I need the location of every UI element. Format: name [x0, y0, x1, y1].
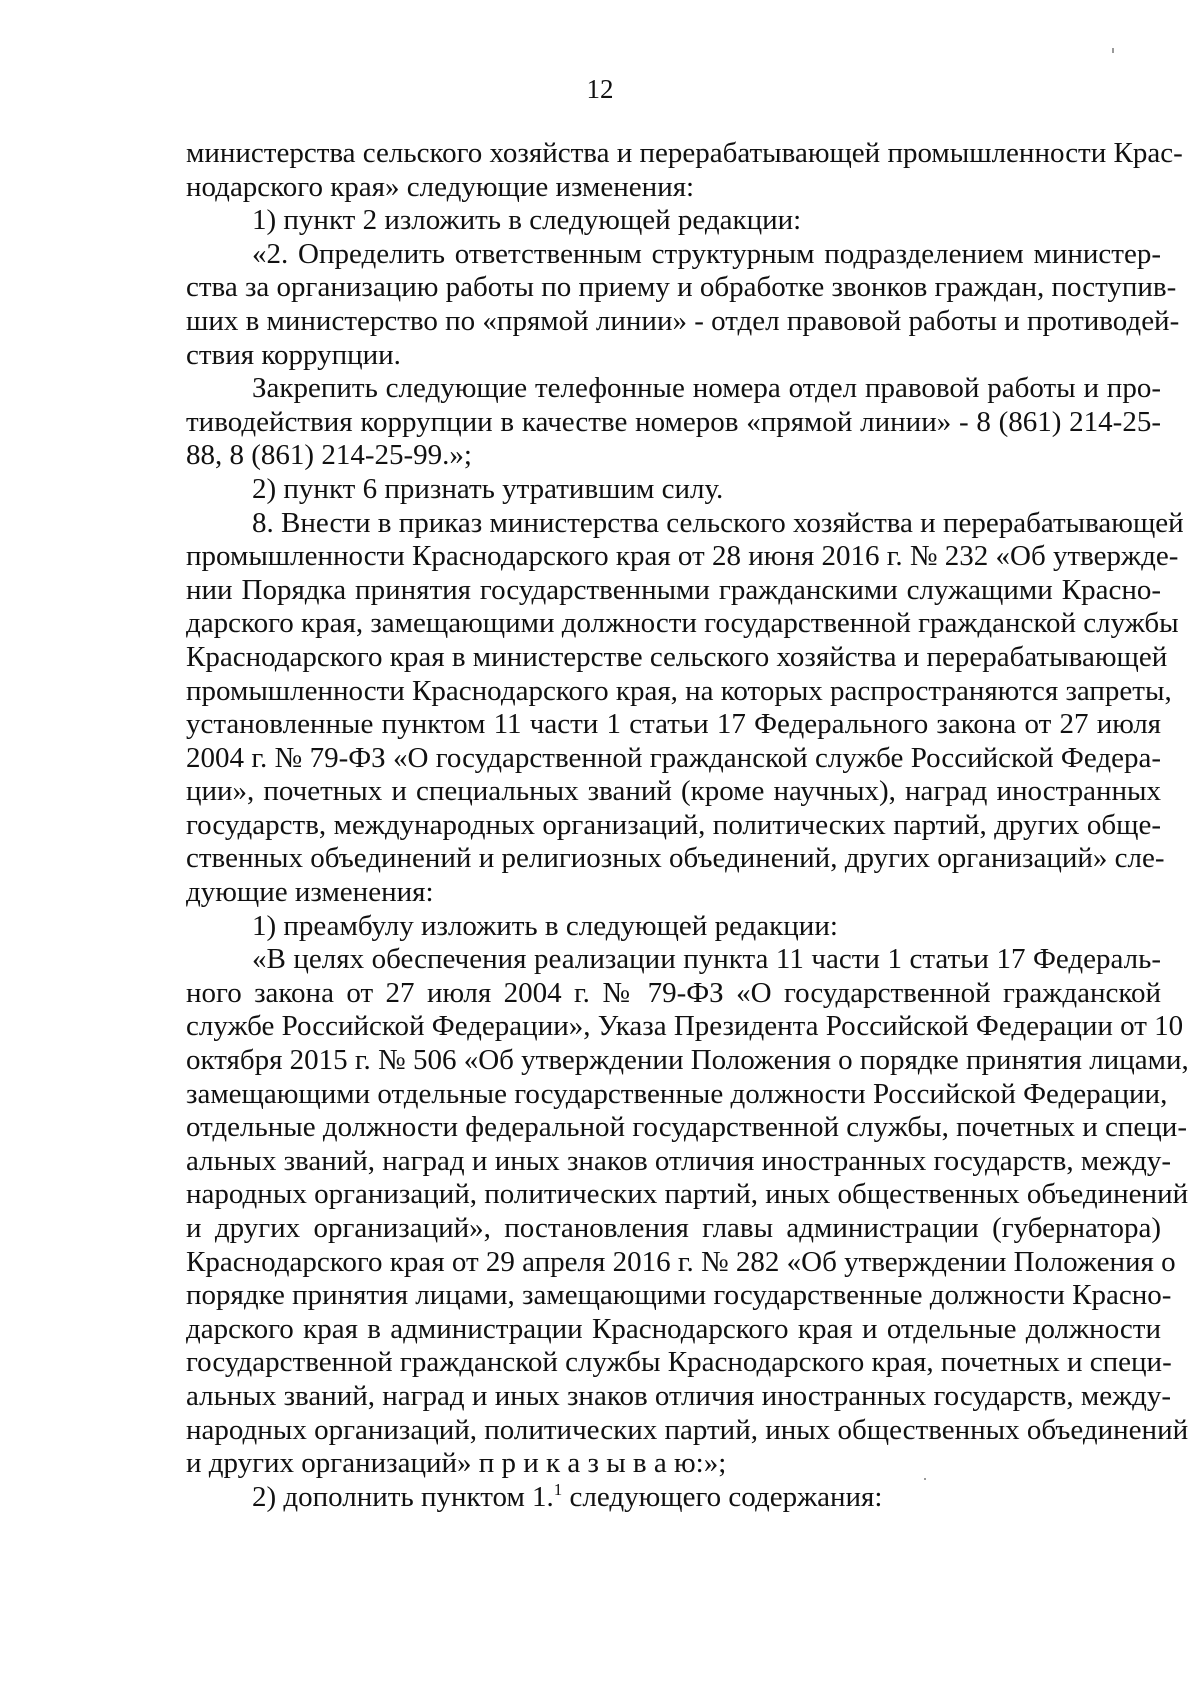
text-line: ного закона от 27 июля 2004 г. № 79-ФЗ «О государственной гражданской [186, 976, 1161, 1009]
text-line: отдельные должности федеральной государственной службы, почетных и специ- [186, 1111, 1187, 1144]
text-line: ствия коррупции. [186, 338, 401, 371]
text-line: 1) пункт 2 изложить в следующей редакции: [252, 204, 802, 237]
text-line: и других организаций» п р и к а з ы в а ю:»; [186, 1447, 727, 1480]
text-line: тиводействия коррупции в качестве номеров «прямой линии» - 8 (861) 214-25- [186, 405, 1161, 438]
text-line: народных организаций, политических партий, иных общественных объединений [186, 1413, 1189, 1446]
scan-speck [1112, 48, 1114, 53]
text-line: государств, международных организаций, политических партий, других обще- [186, 808, 1161, 841]
text-line: установленные пунктом 11 части 1 статьи 17 Федерального закона от 27 июля [186, 708, 1161, 741]
text-line: ции», почетных и специальных званий (кроме научных), наград иностранных [186, 775, 1161, 808]
document-body [186, 137, 1189, 1514]
text-line: альных званий, наград и иных знаков отличия иностранных государств, между- [186, 1379, 1172, 1412]
text-line: промышленности Краснодарского края от 28 июня 2016 г. № 232 «Об утвержде- [186, 540, 1179, 573]
text-line: Краснодарского края в министерстве сельского хозяйства и перерабатывающей [186, 640, 1168, 673]
superscript: 1 [553, 1479, 563, 1499]
text-line: замещающими отдельные государственные должности Российской Федерации, [186, 1077, 1168, 1110]
text-line: дарского края, замещающими должности государственной гражданской службы [186, 607, 1179, 640]
text-line: порядке принятия лицами, замещающими государственные должности Красно- [186, 1279, 1172, 1312]
text-line: нии Порядка принятия государственными гражданскими служащими Красно- [186, 573, 1161, 606]
scan-speck [924, 1478, 926, 1480]
last-line-prefix: 2) дополнить пунктом 1. [252, 1480, 554, 1513]
text-line: дующие изменения: [186, 876, 434, 909]
text-line: ственных объединений и религиозных объединений, других организаций» сле- [186, 842, 1165, 875]
last-line-suffix: следующего содержания: [562, 1480, 883, 1513]
text-line: октября 2015 г. № 506 «Об утверждении Положения о порядке принятия лицами, [186, 1044, 1189, 1077]
text-line: дарского края в администрации Краснодарского края и отдельные должности [186, 1312, 1161, 1345]
text-line: 1) преамбулу изложить в следующей редакции: [252, 909, 838, 942]
text-line: «2. Определить ответственным структурным подразделением министер- [252, 237, 1161, 270]
text-line-last [186, 1481, 1161, 1515]
text-line: промышленности Краснодарского края, на которых распространяются запреты, [186, 674, 1172, 707]
text-line: ших в министерство по «прямой линии» - отдел правовой работы и противодей- [186, 304, 1180, 337]
text-line: нодарского края» следующие изменения: [186, 170, 695, 203]
text-line: министерства сельского хозяйства и перерабатывающей промышленности Крас- [186, 137, 1183, 169]
text-line: Краснодарского края от 29 апреля 2016 г. № 282 «Об утверждении Положения о [186, 1245, 1176, 1278]
text-line: «В целях обеспечения реализации пункта 11 части 1 статьи 17 Федераль- [252, 943, 1161, 976]
text-line: народных организаций, политических партий, иных общественных объединений [186, 1178, 1189, 1211]
text-line: альных званий, наград и иных знаков отличия иностранных государств, между- [186, 1144, 1172, 1177]
text-line: службе Российской Федерации», Указа Президента Российской Федерации от 10 [186, 1010, 1184, 1043]
text-line: ства за организацию работы по приему и обработке звонков граждан, поступив- [186, 271, 1177, 304]
text-line: 88, 8 (861) 214-25-99.»; [186, 439, 472, 472]
text-line: Закрепить следующие телефонные номера отдел правовой работы и про- [252, 372, 1161, 405]
text-line: и других организаций», постановления главы администрации (губернатора) [186, 1212, 1161, 1244]
text-line: 8. Внести в приказ министерства сельского хозяйства и перерабатывающей [252, 506, 1184, 539]
text-line: 2004 г. № 79-ФЗ «О государственной гражданской службе Российской Федера- [186, 741, 1161, 774]
text-line: государственной гражданской службы Краснодарского края, почетных и специ- [186, 1346, 1172, 1379]
page-number: 12 [586, 74, 614, 104]
text-line: 2) пункт 6 признать утратившим силу. [252, 472, 724, 505]
